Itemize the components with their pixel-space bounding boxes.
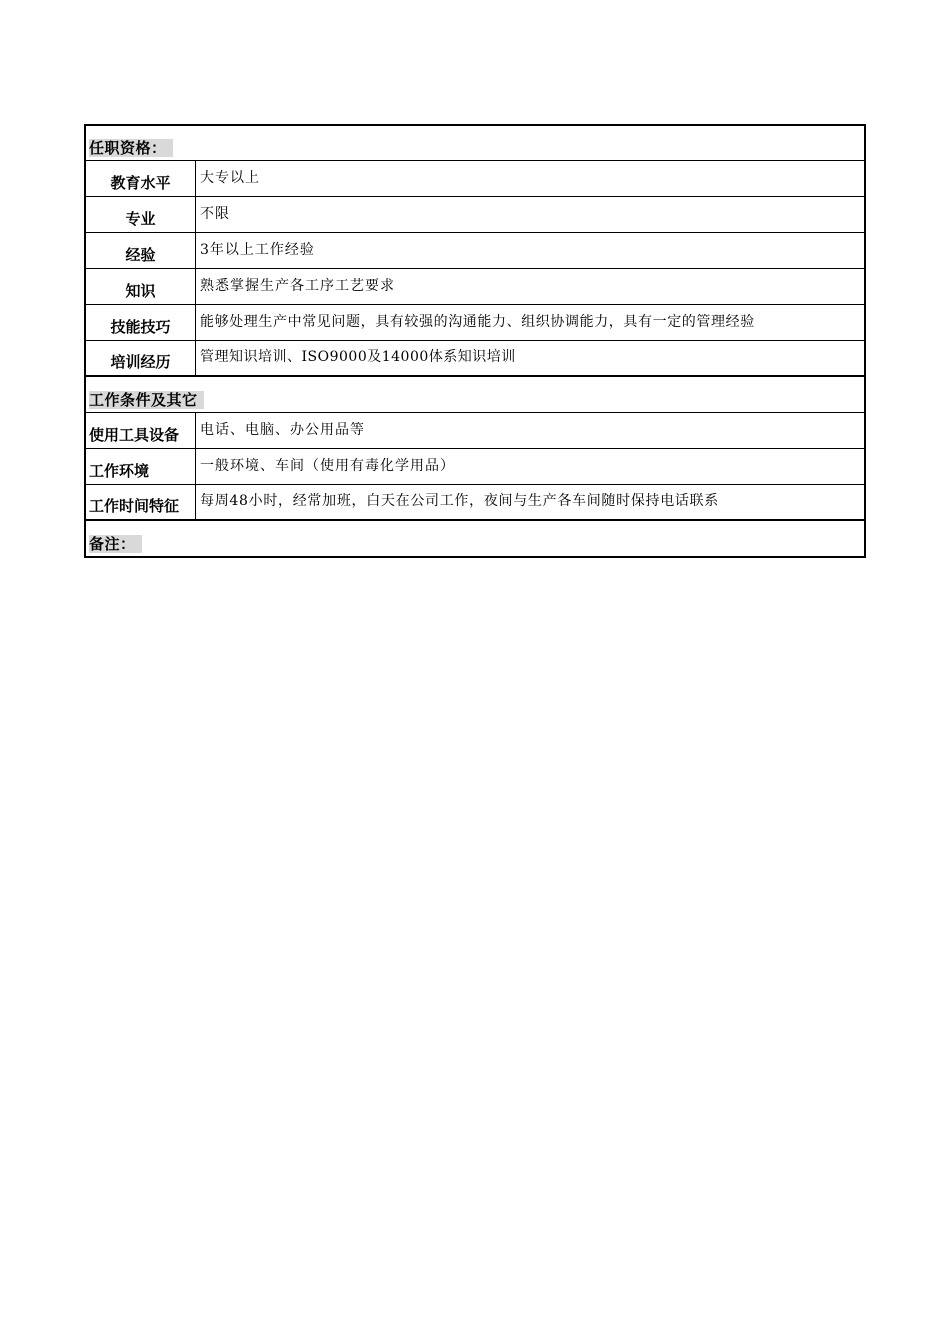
skills-value: 能够处理生产中常见问题，具有较强的沟通能力、组织协调能力，具有一定的管理经验 [200, 313, 755, 330]
table-row-tools [86, 413, 864, 449]
education-value: 大专以上 [200, 169, 260, 186]
table-row-knowledge [86, 269, 864, 305]
qualifications-header [86, 126, 864, 161]
work-hours-label: 工作时间特征 [86, 485, 196, 519]
table-row-skills [86, 305, 864, 341]
remarks-header [86, 521, 864, 556]
conditions-header [86, 377, 864, 413]
remarks-section-label: 备注： [89, 535, 142, 553]
skills-label: 技能技巧 [86, 305, 196, 340]
tools-label: 使用工具设备 [86, 413, 196, 448]
education-label: 教育水平 [86, 161, 196, 196]
work-hours-value: 每周48小时，经常加班，白天在公司工作，夜间与生产各车间随时保持电话联系 [200, 493, 720, 509]
qualifications-section-label: 任职资格： [89, 139, 173, 157]
tools-value: 电话、电脑、办公用品等 [200, 421, 365, 438]
experience-value: 3年以上工作经验 [200, 241, 315, 258]
table-row-experience [86, 233, 864, 269]
table-row-training [86, 341, 864, 377]
major-label: 专业 [86, 197, 196, 232]
experience-label: 经验 [86, 233, 196, 268]
training-label: 培训经历 [86, 341, 196, 375]
major-value: 不限 [200, 205, 230, 222]
knowledge-label: 知识 [86, 269, 196, 304]
table-row-education [86, 161, 864, 197]
conditions-section-label: 工作条件及其它 [89, 391, 204, 409]
knowledge-value: 熟悉掌握生产各工序工艺要求 [200, 277, 395, 294]
job-description-table [84, 124, 866, 558]
environment-label: 工作环境 [86, 449, 196, 484]
environment-value: 一般环境、车间（使用有毒化学用品） [200, 457, 455, 474]
training-value: 管理知识培训、ISO9000及14000体系知识培训 [200, 349, 516, 365]
table-row-work-hours [86, 485, 864, 521]
table-row-major [86, 197, 864, 233]
table-row-environment [86, 449, 864, 485]
